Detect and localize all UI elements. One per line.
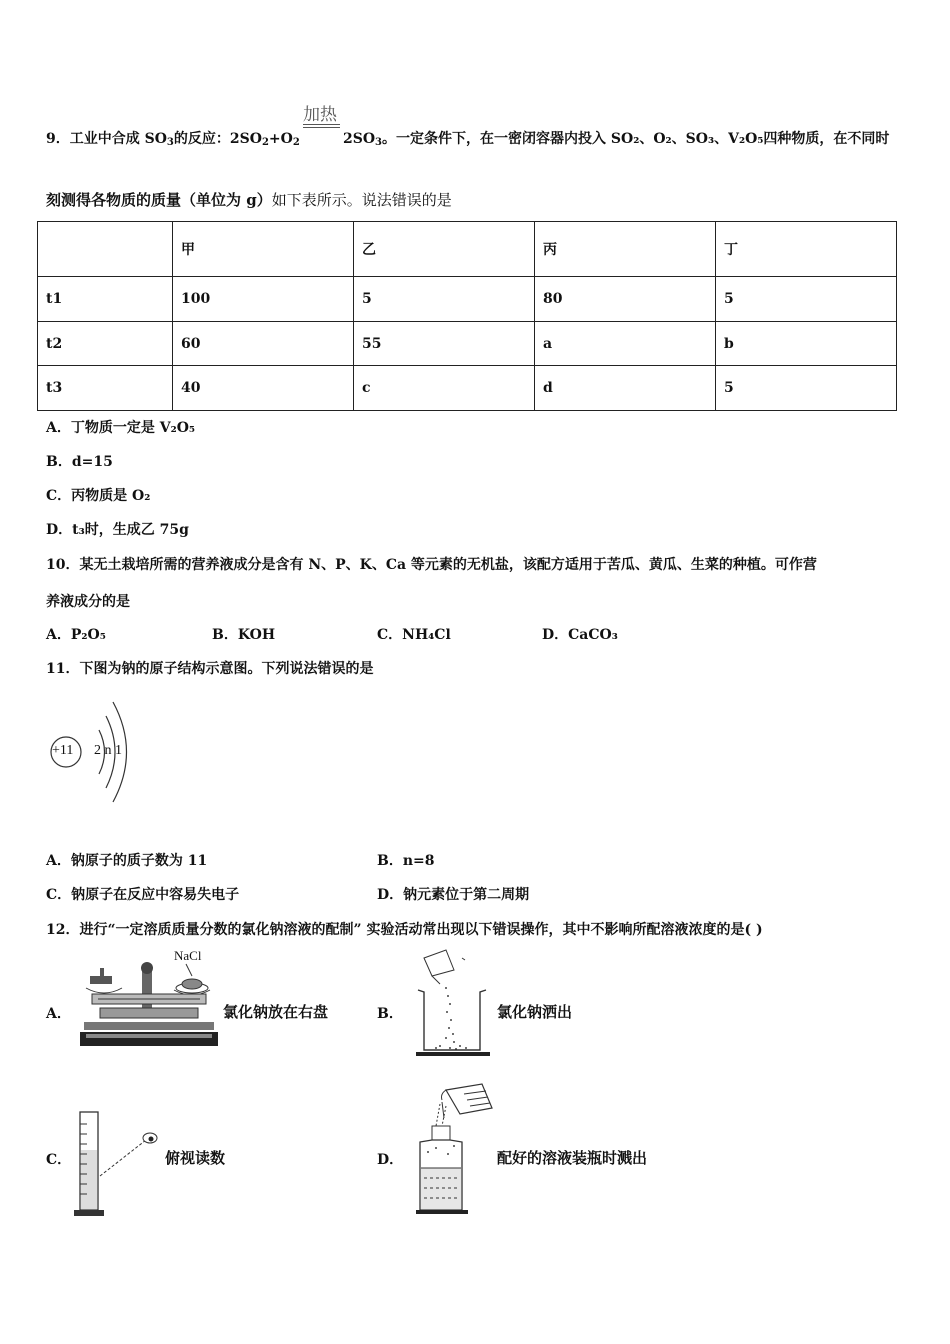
q10-option-d[interactable]: D．CaCO₃	[542, 627, 618, 643]
table-cell: t3	[38, 366, 173, 411]
q12-option-a-letter[interactable]: A．	[46, 1006, 71, 1022]
q9-stem-line2: 刻测得各物质的质量（单位为 g）如下表所示。说法错误的是	[46, 191, 452, 209]
table-cell: 5	[716, 277, 897, 322]
nacl-label: NaCl	[174, 948, 202, 963]
q12-option-b-text[interactable]: 氯化钠洒出	[497, 1003, 573, 1021]
cylinder-reading-icon	[74, 1110, 166, 1220]
q12-stem: 12．进行“一定溶质质量分数的氯化钠溶液的配制” 实验活动常出现以下错误操作，其中不影响所配溶液浓度的是( )	[46, 922, 763, 938]
q10-stem-line1: 10．某无土栽培所需的营养液成分是含有 N、P、K、Ca 等元素的无机盐，该配方适用于苦瓜、黄瓜、生菜的种植。可作营	[46, 557, 817, 573]
q12-option-d-letter[interactable]: D．	[377, 1152, 404, 1168]
table-cell: a	[535, 321, 716, 366]
q10-stem-line2: 养液成分的是	[46, 594, 130, 610]
q11-option-d[interactable]: D．钠元素位于第二周期	[377, 887, 530, 903]
table-cell: t2	[38, 321, 173, 366]
table-header-cell	[38, 222, 173, 277]
mass-table	[37, 221, 897, 411]
q12-option-b-letter[interactable]: B．	[377, 1006, 403, 1022]
q12-option-d-text[interactable]: 配好的溶液装瓶时溅出	[497, 1149, 648, 1167]
sodium-atom-diagram	[44, 694, 144, 808]
table-cell: 40	[173, 366, 354, 411]
q11-option-b[interactable]: B．n=8	[377, 853, 435, 869]
table-cell: b	[716, 321, 897, 366]
table-header-row	[38, 222, 897, 277]
reaction-arrow-line	[303, 127, 340, 128]
table-cell: d	[535, 366, 716, 411]
table-header-cell: 丙	[535, 222, 716, 277]
balance-icon	[78, 946, 220, 1060]
table-header-cell: 乙	[354, 222, 535, 277]
q10-option-c[interactable]: C．NH₄Cl	[377, 627, 451, 643]
table-cell: 5	[716, 366, 897, 411]
q9-option-a[interactable]: A．丁物质一定是 V₂O₅	[46, 420, 196, 436]
q10-option-a[interactable]: A．P₂O₅	[46, 627, 106, 643]
q9-option-c[interactable]: C．丙物质是 O₂	[46, 488, 151, 504]
heat-condition-label: 加热	[303, 105, 337, 125]
bottle-pouring-icon	[412, 1082, 498, 1216]
table-row	[38, 277, 897, 322]
q9-option-d[interactable]: D．t₃时，生成乙 75g	[46, 522, 189, 538]
table-cell: t1	[38, 277, 173, 322]
q11-stem: 11．下图为钠的原子结构示意图。下列说法错误的是	[46, 661, 374, 677]
q12-option-c-letter[interactable]: C．	[46, 1152, 72, 1168]
beaker-spill-icon	[410, 948, 492, 1060]
q9-option-b[interactable]: B．d=15	[46, 454, 113, 470]
table-cell: 60	[173, 321, 354, 366]
electron-shells-label: 2 n 1	[94, 743, 122, 758]
table-row	[38, 321, 897, 366]
q12-option-c-text[interactable]: 俯视读数	[165, 1149, 226, 1167]
table-row	[38, 366, 897, 411]
nucleus-charge: +11	[52, 743, 74, 758]
table-header-cell: 甲	[173, 222, 354, 277]
q11-option-a[interactable]: A．钠原子的质子数为 11	[46, 853, 208, 869]
table-cell: 100	[173, 277, 354, 322]
q10-option-b[interactable]: B．KOH	[212, 627, 276, 643]
q12-option-a-text[interactable]: 氯化钠放在右盘	[223, 1003, 329, 1021]
table-cell: 5	[354, 277, 535, 322]
q9-stem-line1-right: $2SO_3$。一定条件下，在一密闭容器内投入 SO₂、O₂、SO₃、V₂O₅四种物质，在不同时	[343, 131, 890, 148]
table-cell: 55	[354, 321, 535, 366]
table-cell: 80	[535, 277, 716, 322]
table-cell: c	[354, 366, 535, 411]
table-header-cell: 丁	[716, 222, 897, 277]
reaction-arrow-line	[303, 124, 340, 125]
q11-option-c[interactable]: C．钠原子在反应中容易失电子	[46, 887, 240, 903]
balance-illustration	[78, 946, 220, 1060]
q9-stem-line1: 9．工业中合成 $SO_3$的反应：$2SO_2+O_2$	[46, 131, 300, 148]
